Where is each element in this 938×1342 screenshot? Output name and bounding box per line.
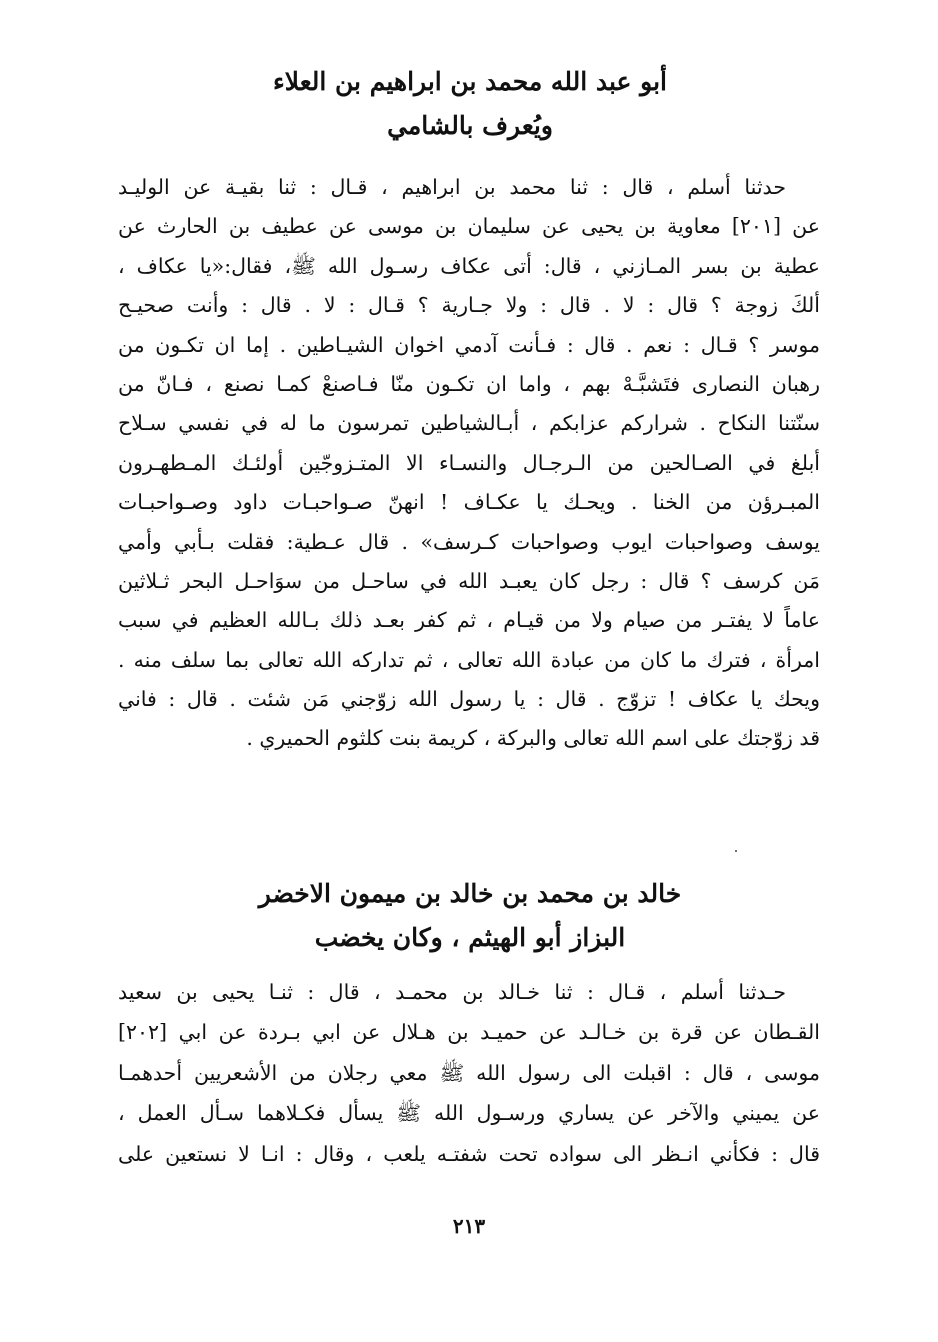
text-line: امرأة ، فترك ما كان من عبادة الله تعالى ، ثم تداركه الله تعالى بما سلف منه . [118,647,820,672]
section2-heading [120,872,820,960]
text-line: ألكَ زوجة ؟ قال : لا . قال : ولا جـارية ؟ قـال : لا . قال : وأنت صحيـح [118,293,820,318]
text-line: عن [٢٠١] معاوية بن يحيى عن سليمان بن موسى عن عطيف بن الحارث عن [118,214,820,239]
text-line: موسر ؟ قـال : نعم . قال : فـأنت آدمي اخوان الشيـاطين . إما ان تكـون من [118,332,820,357]
section2-paragraph [118,972,820,1174]
text-line: مَن كرسف ؟ قال : رجل كان يعبـد الله في ساحـل من سوَاحـل البحر ثـلاثين [118,568,820,593]
text-line: رهبان النصارى فتَشبَّـهْ بهم ، واما ان تكـون منّا فـاصنعْ كمـا نصنع ، فـانّ من [118,371,820,396]
text-line: ويحك يا عكاف ! تزوّج . قال : يا رسول الله زوّجني مَن شئت . قال : فاني [118,687,820,712]
text-line: موسى ، قال : اقبلت الى رسول الله ﷺ معي رجلان من الأشعريين أحدهمـا [118,1060,820,1085]
text-line: عطية بن بسر المـازني ، قال: أتى عكاف رسـول الله ﷺ، فقال:«يا عكاف ، [118,253,820,278]
text-line: أبلغ في الصـالحين من الـرجـال والنسـاء الا المتـزوجّين أولئـك المـطهـرون [118,450,820,475]
text-line: حـدثنا أسلم ، قـال : ثنا خـالد بن محمـد ، قال : ثنـا يحيى بن سعيد [118,980,786,1004]
section1-heading-line: ويُعرف بالشامي [387,111,553,140]
scan-speck [735,850,737,852]
section1-heading-line: أبو عبد الله محمد بن ابراهيم بن العلاء [273,67,667,96]
text-line: يوسف وصواحبات ايوب وصواحبات كـرسف» . قال عـطية: فقلت بـأبي وأمي [118,529,820,554]
text-line: القـطان عن قرة بن خـالـد عن حميـد بن هـلال عن ابي بـردة عن ابي [٢٠٢] [118,1020,820,1045]
text-line: قال : فكأني انـظر الى سواده تحت شفتـه يلعب ، وقال : انـا لا نستعين على [118,1141,820,1166]
section2-heading-line: البزاز أبو الهيثم ، وكان يخضب [314,923,626,952]
text-line: حدثنا أسلم ، قال : ثنا محمد بن ابراهيم ، قـال : ثنا بقيـة عن الوليـد [118,175,786,199]
text-line: عن يميني والآخر عن يساري ورسـول الله ﷺ يسأل فكـلاهما سـأل العمل ، [118,1101,820,1126]
text-line: عاماً لا يفتـر من صيام ولا من قيـام ، ثم كفر بعـد ذلك بـالله العظيم في سبب [118,608,820,633]
text-line: قد زوّجتك على اسم الله تعالى والبركة ، كريمة بنت كلثوم الحميري . [246,726,820,751]
section2-heading-line: خالد بن محمد بن خالد بن ميمون الاخضر [258,879,682,908]
page-number: ٢١٣ [452,1214,486,1238]
text-line: سنّتنا النكاح . شراركم عزابكم ، أبـالشياطين تمرسون ما له في نفسي سـلاح [118,411,820,436]
text-line: المبـرؤن من الخنا . ويحـك يا عكـاف ! انهنّ صـواحبـات داود وصـواحبـات [118,490,820,515]
section1-heading [120,60,820,148]
section1-paragraph [118,168,820,759]
